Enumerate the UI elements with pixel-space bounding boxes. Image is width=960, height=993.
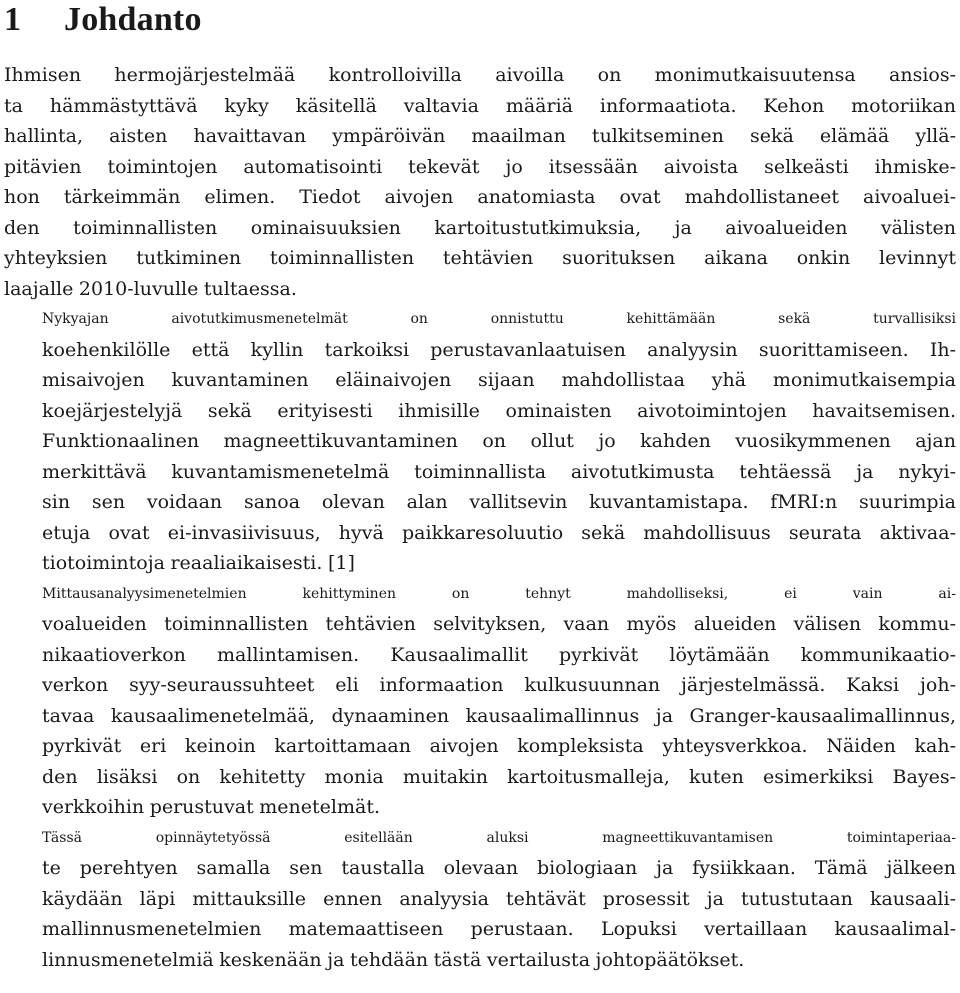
section-heading <box>4 0 956 46</box>
text-line: mallinnusmenetelmien matemaattiseen perustaan. Lopuksi vertaillaan kausaalimal- <box>42 918 956 940</box>
section-title: Johdanto <box>64 1 202 38</box>
text-line: verkon syy-seuraussuhteet eli informaation kulkusuunnan järjestelmässä. Kaksi joh- <box>42 674 956 696</box>
paragraph <box>4 823 956 976</box>
text-line: Tässä opinnäytetyössä esitellään aluksi magneettikuvantamisen toimintaperiaa- <box>42 829 956 846</box>
text-line: nikaatioverkon mallintamisen. Kausaalimallit pyrkivät löytämään kommunikaatio- <box>42 643 956 666</box>
text-line: te perehtyen samalla sen taustalla olevaan biologiaan ja fysiikkaan. Tämä jälkeen <box>42 857 956 879</box>
text-line: den toiminnallisten ominaisuuksien kartoitustutkimuksia, ja aivoalueiden välisten <box>4 216 956 239</box>
text-line: laajalle 2010-luvulle tultaessa. <box>4 277 297 300</box>
text-line: koejärjestelyjä sekä erityisesti ihmisille ominaisten aivotoimintojen havaitsemisen. <box>42 399 956 422</box>
text-line: hallinta, aisten havaittavan ympäröivän maailman tulkitseminen sekä elämää yllä- <box>4 125 956 147</box>
text-line: etuja ovat ei-invasiivisuus, hyvä paikkaresoluutio sekä mahdollisuus seurata aktivaa- <box>42 521 956 544</box>
text-line: käydään läpi mittauksille ennen analyysia tehtävät prosessit ja tutustutaan kausaali- <box>42 887 956 910</box>
document-page <box>4 0 956 975</box>
text-line: Ihmisen hermojärjestelmää kontrolloivilla aivoilla on monimutkaisuutensa ansios- <box>4 64 956 86</box>
text-line: koehenkilölle että kyllin tarkoiksi perustavanlaatuisen analyysin suorittamiseen. Ih- <box>42 338 956 361</box>
text-line: misaivojen kuvantaminen eläinaivojen sijaan mahdollistaa yhä monimutkaisempia <box>42 369 956 391</box>
text-line: den lisäksi on kehitetty monia muitakin kartoitusmalleja, kuten esimerkiksi Bayes- <box>42 765 956 788</box>
paragraph <box>4 60 956 304</box>
text-line: yhteyksien tutkiminen toiminnallisten tehtävien suorituksen aikana onkin levinnyt <box>4 247 956 269</box>
text-line: linnusmenetelmiä keskenään ja tehdään tästä vertailusta johtopäätökset. <box>42 948 745 971</box>
text-line: pitävien toimintojen automatisointi tekevät jo itsessään aivoista selkeästi ihmiske- <box>4 155 956 178</box>
text-line: Mittausanalyysimenetelmien kehittyminen on tehnyt mahdolliseksi, ei vain ai- <box>42 585 956 602</box>
text-line: tiotoimintoja reaaliaikaisesti. [1] <box>42 552 355 574</box>
text-line: merkittävä kuvantamismenetelmä toiminnallista aivotutkimusta tehtäessä ja nykyi- <box>42 460 956 483</box>
text-line: ta hämmästyttävä kyky käsitellä valtavia määriä informaatiota. Kehon motoriikan <box>4 94 956 117</box>
text-line: tavaa kausaalimenetelmää, dynaaminen kausaalimallinnus ja Granger-kausaalimallinnus, <box>42 704 956 727</box>
text-line: pyrkivät eri keinoin kartoittamaan aivojen kompleksista yhteysverkkoa. Näiden kah- <box>42 735 956 757</box>
text-line: Nykyajan aivotutkimusmenetelmät on onnistuttu kehittämään sekä turvallisiksi <box>42 311 956 327</box>
text-line: sin sen voidaan sanoa olevan alan vallitsevin kuvantamistapa. fMRI:n suurimpia <box>42 491 956 513</box>
body-text <box>4 60 956 975</box>
text-line: hon tärkeimmän elimen. Tiedot aivojen anatomiasta ovat mahdollistaneet aivoaluei- <box>4 186 956 208</box>
text-line: Funktionaalinen magneettikuvantaminen on ollut jo kahden vuosikymmenen ajan <box>42 430 956 452</box>
text-line: verkkoihin perustuvat menetelmät. <box>42 796 380 818</box>
paragraph <box>4 579 956 823</box>
paragraph <box>4 304 956 579</box>
text-line: voalueiden toiminnallisten tehtävien selvityksen, vaan myös alueiden välisen kommu- <box>42 613 956 635</box>
section-number: 1 <box>4 1 22 38</box>
